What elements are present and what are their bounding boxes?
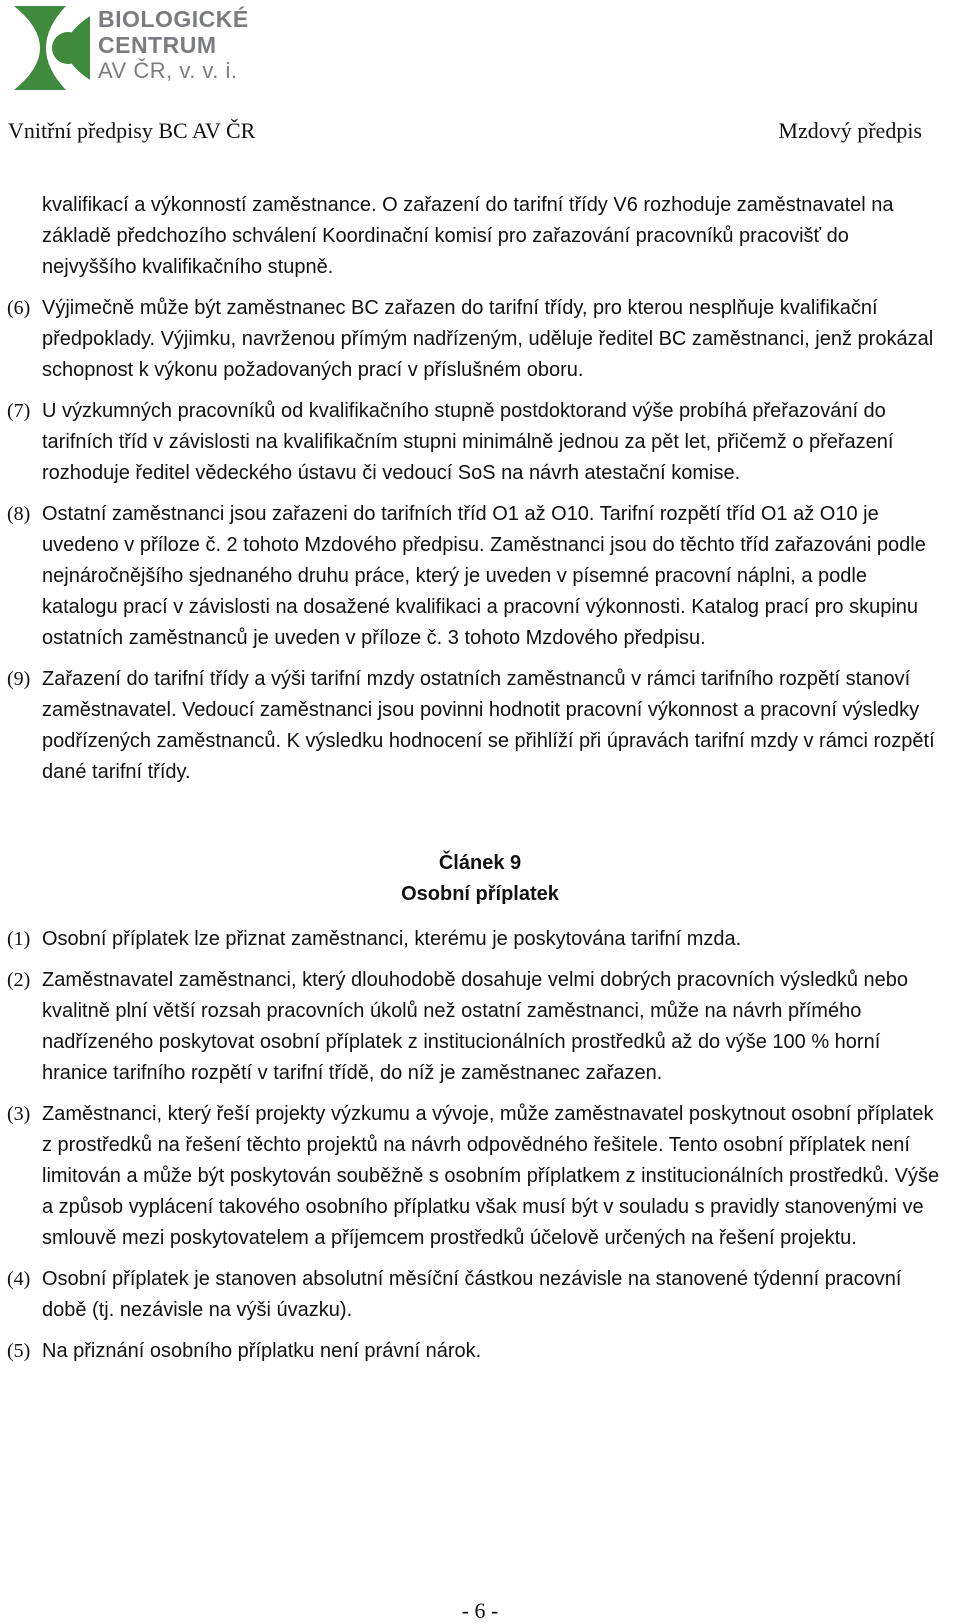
list-item — [0, 499, 948, 654]
running-header — [8, 118, 922, 146]
header-right: Mzdový předpis — [778, 118, 922, 143]
list-item — [0, 1336, 948, 1367]
list-item — [0, 396, 948, 489]
logo-wordmark — [98, 6, 249, 84]
logo-line-2: CENTRUM — [98, 32, 217, 58]
article-heading — [0, 848, 960, 910]
logo-line-1: BIOLOGICKÉ — [98, 6, 249, 32]
list-item — [0, 965, 948, 1089]
item-text: Zaměstnavatel zaměstnanci, který dlouhodobě dosahuje velmi dobrých pracovních výsledků nebo kvalitně plní větší rozsah pracovních úkolů než ostatní zaměstnanci, může na návrh přímého nadřízeného poskytovat osobní příplatek z institucionálních prostředků až do výše 100 % horní hranice tarifního rozpětí v tarifní třídě, do níž je zaměstnanec zařazen. — [42, 969, 909, 1084]
article-number: Článek 9 — [438, 852, 522, 874]
item-text: U výzkumných pracovníků od kvalifikačního stupně postdoktorand výše probíhá přeřazování do tarifních tříd v závislosti na kvalifikačním stupni minimálně jednou za pět let, přičemž o přeřazení rozhoduje ředitel vědeckého ústavu či vedoucí SoS na návrh atestační komise. — [42, 400, 894, 484]
lead-paragraph: kvalifikací a výkonností zaměstnance. O zařazení do tarifní třídy V6 rozhoduje zaměstnavatel na základě předchozího schválení Koordinační komisí pro zařazování pracovníků pracovišť do nejvyššího kvalifikačního stupně. — [42, 194, 894, 278]
item-number: (9) — [7, 668, 31, 690]
item-text: Osobní příplatek je stanoven absolutní měsíční částkou nezávisle na stanovené týdenní pracovní době (tj. nezávisle na výši úvazku). — [42, 1268, 902, 1321]
item-number: (1) — [7, 928, 31, 950]
item-number: (8) — [7, 503, 31, 525]
list-item — [0, 293, 948, 386]
item-text: Na přiznání osobního příplatku není právní nárok. — [42, 1340, 482, 1362]
item-text: Osobní příplatek lze přiznat zaměstnanci, kterému je poskytována tarifní mzda. — [42, 928, 742, 950]
list-item — [0, 664, 948, 788]
bc-logo-icon — [6, 6, 90, 90]
list-item — [0, 924, 948, 955]
header-left: Vnitřní předpisy BC AV ČR — [8, 118, 256, 143]
organization-logo — [6, 6, 249, 90]
item-text: Zařazení do tarifní třídy a výši tarifní mzdy ostatních zaměstnanců v rámci tarifního rozpětí stanoví zaměstnavatel. Vedoucí zaměstnanci jsou povinni hodnotit pracovní výkonnost a pracovní výsledky podřízených zaměstnanců. K výsledku hodnocení se přihlíží při úpravách tarifní mzdy v rámci rozpětí dané tarifní třídy. — [42, 668, 935, 783]
item-text: Zaměstnanci, který řeší projekty výzkumu a vývoje, může zaměstnavatel poskytnout osobní příplatek z prostředků na řešení těchto projektů na návrh odpovědného řešitele. Tento osobní příplatek není limitován a může být poskytován souběžně s osobním příplatkem z institucionálních prostředků. Výše a způsob vyplácení takového osobního příplatku však musí být v souladu s pravidly stanovenými ve smlouvě mezi poskytovatelem a příjemcem prostředků účelově určených na řešení projektu. — [42, 1103, 940, 1249]
page-number: - 6 - — [461, 1598, 499, 1623]
item-number: (6) — [7, 297, 31, 319]
item-text: Ostatní zaměstnanci jsou zařazeni do tarifních tříd O1 až O10. Tarifní rozpětí tříd O1 až O10 je uvedeno v příloze č. 2 tohoto Mzdového předpisu. Zaměstnanci jsou do těchto tříd zařazováni podle nejnáročnějšího sjednaného druhu práce, který je uveden v písemné pracovní náplni, a podle katalogu prací v závislosti na dosažené kvalifikaci a pracovní výkonnosti. Katalog prací pro skupinu ostatních zaměstnanců je uveden v příloze č. 3 tohoto Mzdového předpisu. — [42, 503, 926, 649]
item-number: (7) — [7, 400, 31, 422]
item-text: Výjimečně může být zaměstnanec BC zařazen do tarifní třídy, pro kterou nesplňuje kvalifikační předpoklady. Výjimku, navrženou přímým nadřízeným, uděluje ředitel BC zaměstnanci, jenž prokázal schopnost k výkonu požadovaných prací v příslušném oboru. — [42, 297, 934, 381]
item-number: (2) — [7, 969, 31, 991]
list-item — [0, 1264, 948, 1326]
article-title: Osobní příplatek — [401, 883, 559, 905]
item-number: (5) — [7, 1340, 31, 1362]
document-body — [0, 190, 960, 1367]
list-item — [0, 1099, 948, 1254]
item-number: (4) — [7, 1268, 31, 1290]
logo-line-3: AV ČR, v. v. i. — [98, 58, 238, 83]
item-number: (3) — [7, 1103, 31, 1125]
